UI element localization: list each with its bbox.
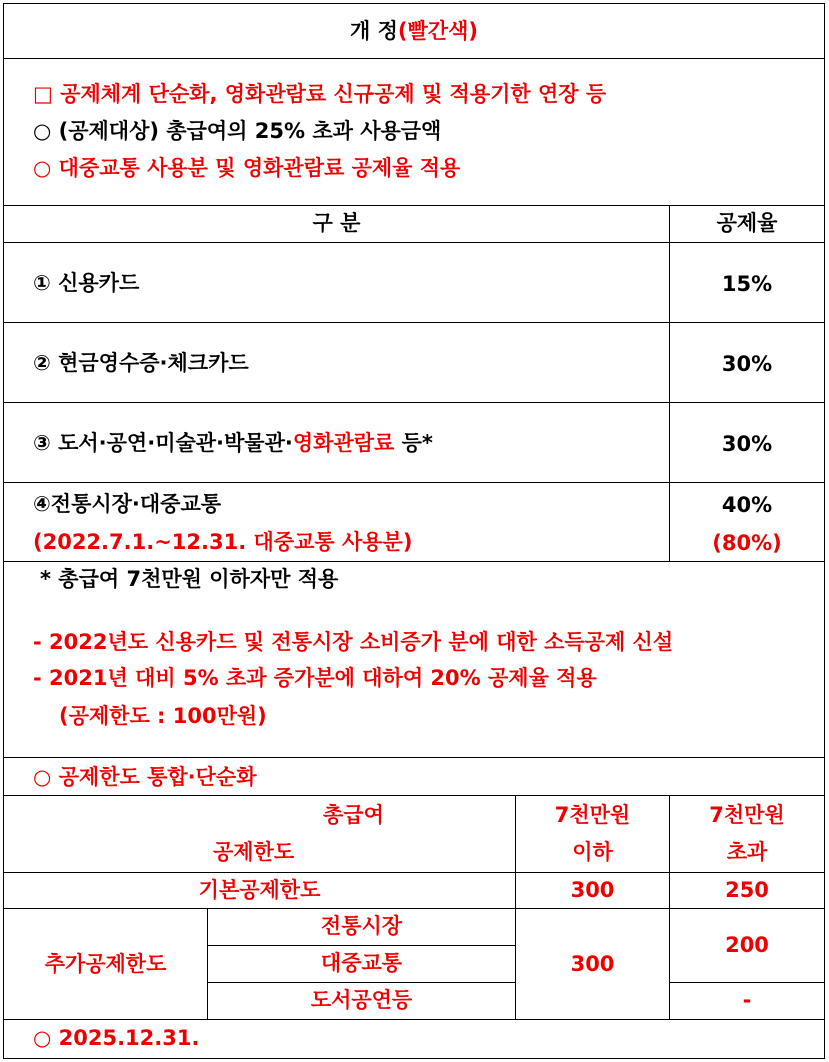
- summary-line-2: ○ (공제대상) 총급여의 25% 초과 사용금액: [33, 119, 442, 143]
- culture-label-tail: 등*: [394, 431, 433, 455]
- extra-limit-label: 추가공제한도: [44, 952, 167, 976]
- culture-label-red: 영화관람료: [292, 431, 395, 455]
- extra-limit-col1: 300: [570, 952, 615, 976]
- culture-label-black: ③ 도서·공연·미술관·박물관·: [33, 431, 293, 455]
- title-main: 개 정: [350, 19, 398, 43]
- basic-limit-label: 기본공제한도: [198, 878, 321, 902]
- note-asterisk: * 총급여 7천만원 이하자만 적용: [40, 567, 339, 591]
- rates-header-rate: 공제율: [716, 211, 778, 235]
- title-paren: (빨간색): [397, 19, 478, 43]
- row-label-credit-card: ① 신용카드: [33, 271, 140, 295]
- note-dash-1: - 2022년도 신용카드 및 전통시장 소비증가 분에 대한 소득공제 신설: [33, 630, 674, 654]
- limit-col2-line2: 초과: [726, 840, 768, 864]
- row-label-market-transit: ④전통시장·대중교통: [33, 492, 222, 516]
- note-dash-3: (공제한도 : 100만원): [59, 704, 267, 728]
- row-rate-culture: 30%: [721, 432, 773, 456]
- limit-col1-line2: 이하: [572, 840, 613, 864]
- extra-item-market: 전통시장: [320, 914, 403, 938]
- row-rate-credit-card: 15%: [721, 272, 773, 296]
- row-subrate-transit: (80%): [712, 531, 782, 555]
- limit-header-bottom: 공제한도: [213, 840, 295, 864]
- row-sublabel-transit: (2022.7.1.~12.31. 대중교통 사용분): [33, 530, 413, 554]
- limit-header-top: 총급여: [323, 803, 384, 827]
- row-rate-cash-receipt: 30%: [721, 352, 773, 376]
- basic-limit-col1: 300: [570, 878, 615, 902]
- row-label-culture: [33, 433, 433, 454]
- summary-line-1: □ 공제체계 단순화, 영화관람료 신규공제 및 적용기한 연장 등: [33, 82, 607, 106]
- limit-col2-line1: 7천만원: [709, 803, 785, 827]
- limit-heading: ○ 공제한도 통합·단순화: [33, 765, 257, 789]
- basic-limit-col2: 250: [725, 878, 769, 902]
- summary-line-3: ○ 대중교통 사용분 및 영화관람료 공제율 적용: [33, 156, 461, 180]
- extra-limit-col2-last: -: [742, 988, 752, 1012]
- extra-limit-col2: 200: [725, 933, 769, 957]
- extra-item-culture: 도서공연등: [310, 988, 413, 1012]
- note-dash-2: - 2021년 대비 5% 초과 증가분에 대하여 20% 공제율 적용: [33, 666, 597, 690]
- extra-item-transit: 대중교통: [320, 951, 403, 975]
- page-title: [3, 21, 825, 42]
- rates-header-category: 구 분: [312, 211, 361, 235]
- row-label-cash-receipt: ② 현금영수증·체크카드: [33, 351, 249, 375]
- row-rate-market-transit: 40%: [721, 493, 773, 517]
- footer-date: ○ 2025.12.31.: [33, 1026, 200, 1050]
- limit-col1-line1: 7천만원: [554, 803, 631, 827]
